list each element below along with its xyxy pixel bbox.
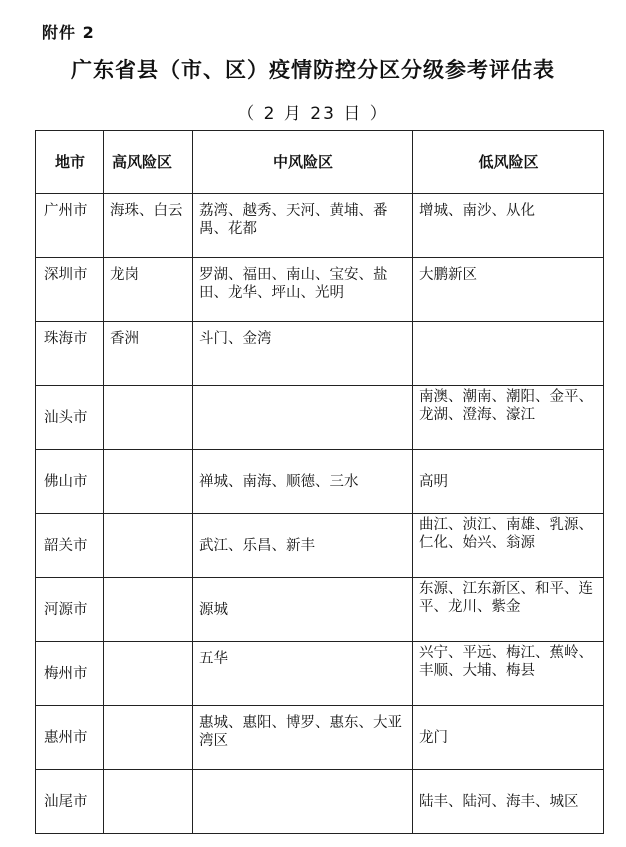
low-risk-cell: 陆丰、陆河、海丰、城区 <box>413 770 604 834</box>
medium-risk-cell: 源城 <box>193 578 413 642</box>
city-cell: 梅州市 <box>36 642 104 706</box>
report-date: （ 2 月 23 日 ） <box>237 104 389 124</box>
low-risk-cell: 东源、江东新区、和平、连平、龙川、紫金 <box>413 578 604 642</box>
table-row <box>36 322 604 386</box>
table-row <box>36 258 604 322</box>
medium-risk-cell: 武江、乐昌、新丰 <box>193 514 413 578</box>
medium-risk-cell: 罗湖、福田、南山、宝安、盐田、龙华、坪山、光明 <box>193 258 413 322</box>
city-cell: 深圳市 <box>36 258 104 322</box>
low-risk-cell: 曲江、浈江、南雄、乳源、仁化、始兴、翁源 <box>413 514 604 578</box>
table-row <box>36 386 604 450</box>
page-title: 广东省县（市、区）疫情防控分区分级参考评估表 <box>71 58 555 82</box>
header-city: 地市 <box>36 131 104 194</box>
medium-risk-cell <box>193 386 413 450</box>
city-cell: 河源市 <box>36 578 104 642</box>
low-risk-cell: 高明 <box>413 450 604 514</box>
header-medium-risk: 中风险区 <box>193 131 413 194</box>
table-row <box>36 514 604 578</box>
low-risk-cell: 大鹏新区 <box>413 258 604 322</box>
low-risk-cell: 增城、南沙、从化 <box>413 194 604 258</box>
low-risk-cell: 龙门 <box>413 706 604 770</box>
high-risk-cell <box>104 578 193 642</box>
city-cell: 惠州市 <box>36 706 104 770</box>
medium-risk-cell: 惠城、惠阳、博罗、惠东、大亚湾区 <box>193 706 413 770</box>
high-risk-cell: 龙岗 <box>104 258 193 322</box>
high-risk-cell <box>104 642 193 706</box>
attachment-label: 附件 2 <box>42 23 95 42</box>
city-cell: 珠海市 <box>36 322 104 386</box>
table-header-row <box>36 131 604 194</box>
header-high-risk: 高风险区 <box>104 131 193 194</box>
header-low-risk: 低风险区 <box>413 131 604 194</box>
city-cell: 汕头市 <box>36 386 104 450</box>
low-risk-cell <box>413 322 604 386</box>
city-cell: 广州市 <box>36 194 104 258</box>
medium-risk-cell <box>193 770 413 834</box>
table-row <box>36 450 604 514</box>
table-row <box>36 194 604 258</box>
high-risk-cell: 香洲 <box>104 322 193 386</box>
risk-assessment-table <box>35 130 604 834</box>
high-risk-cell <box>104 514 193 578</box>
high-risk-cell <box>104 706 193 770</box>
high-risk-cell: 海珠、白云 <box>104 194 193 258</box>
high-risk-cell <box>104 386 193 450</box>
medium-risk-cell: 斗门、金湾 <box>193 322 413 386</box>
medium-risk-cell: 五华 <box>193 642 413 706</box>
table-row <box>36 642 604 706</box>
medium-risk-cell: 禅城、南海、顺德、三水 <box>193 450 413 514</box>
city-cell: 韶关市 <box>36 514 104 578</box>
city-cell: 汕尾市 <box>36 770 104 834</box>
table-row <box>36 578 604 642</box>
low-risk-cell: 兴宁、平远、梅江、蕉岭、丰顺、大埔、梅县 <box>413 642 604 706</box>
high-risk-cell <box>104 770 193 834</box>
table-row <box>36 770 604 834</box>
city-cell: 佛山市 <box>36 450 104 514</box>
low-risk-cell: 南澳、潮南、潮阳、金平、龙湖、澄海、濠江 <box>413 386 604 450</box>
table-row <box>36 706 604 770</box>
high-risk-cell <box>104 450 193 514</box>
medium-risk-cell: 荔湾、越秀、天河、黄埔、番禺、花都 <box>193 194 413 258</box>
